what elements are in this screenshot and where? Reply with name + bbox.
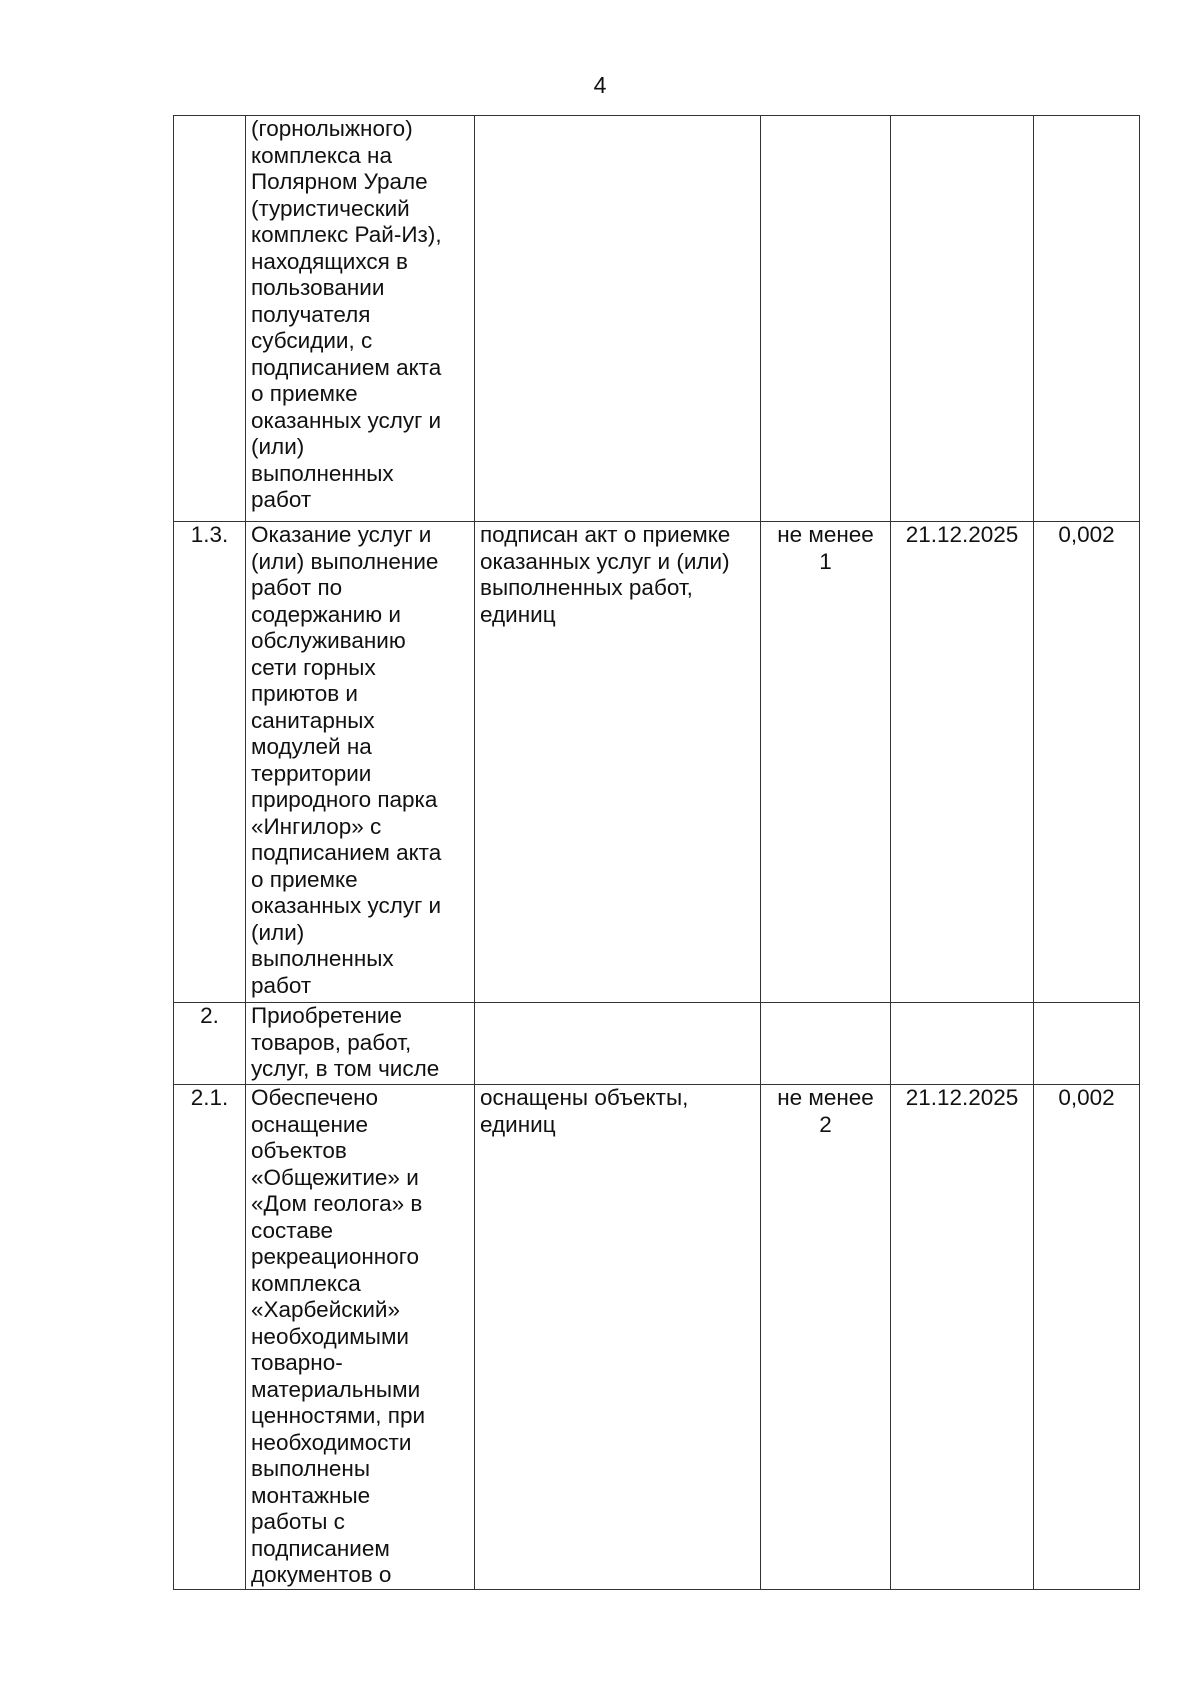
table-row bbox=[174, 116, 1140, 522]
description-cell bbox=[246, 1085, 475, 1590]
minimum-cell bbox=[761, 116, 891, 522]
date-cell bbox=[891, 1003, 1034, 1085]
table-row bbox=[174, 1085, 1140, 1590]
indicator-cell: подписан акт о приемке оказанных услуг и (или) выполненных работ, единиц bbox=[475, 522, 761, 1003]
date-cell bbox=[891, 116, 1034, 522]
minimum-cell bbox=[761, 1003, 891, 1085]
results-table bbox=[173, 115, 1140, 1590]
description-text: Обеспечено оснащение объектов «Общежитие» и «Дом геолога» в составе рекреационного комплекса «Харбейский» необходимыми товарно- материальными ценностями, при необходимости выполнены монтажные работы с подписанием документов о bbox=[251, 1085, 426, 1587]
table-row bbox=[174, 1003, 1140, 1085]
row-number-cell: 2.1. bbox=[174, 1085, 246, 1590]
indicator-cell bbox=[475, 116, 761, 522]
row-number-cell: 1.3. bbox=[174, 522, 246, 1003]
description-text: Приобретение товаров, работ, услуг, в том числе bbox=[251, 1003, 440, 1081]
value-cell bbox=[1034, 116, 1140, 522]
indicator-cell: оснащены объекты, единиц bbox=[475, 1085, 761, 1590]
minimum-cell: не менее 1 bbox=[761, 522, 891, 1003]
value-cell: 0,002 bbox=[1034, 1085, 1140, 1590]
row-number-cell: 2. bbox=[174, 1003, 246, 1085]
minimum-cell: не менее 2 bbox=[761, 1085, 891, 1590]
row-number-cell bbox=[174, 116, 246, 522]
description-text: Оказание услуг и (или) выполнение работ по содержанию и обслуживанию сети горных приютов и санитарных модулей на территории природного парка «Ингилор» с подписанием акта о приемке оказанных услуг и (или) выполненных работ bbox=[251, 522, 442, 998]
description-text: (горнолыжного) комплекса на Полярном Урале (туристический комплекс Рай-Из), находящихся в пользовании получателя субсидии, с подписанием акта о приемке оказанных услуг и (или) выполненных работ bbox=[251, 116, 442, 512]
indicator-cell bbox=[475, 1003, 761, 1085]
description-cell bbox=[246, 116, 475, 522]
value-cell: 0,002 bbox=[1034, 522, 1140, 1003]
value-cell bbox=[1034, 1003, 1140, 1085]
description-cell bbox=[246, 522, 475, 1003]
date-cell: 21.12.2025 bbox=[891, 522, 1034, 1003]
description-cell bbox=[246, 1003, 475, 1085]
table-row bbox=[174, 522, 1140, 1003]
page-number: 4 bbox=[593, 72, 607, 98]
date-cell: 21.12.2025 bbox=[891, 1085, 1034, 1590]
